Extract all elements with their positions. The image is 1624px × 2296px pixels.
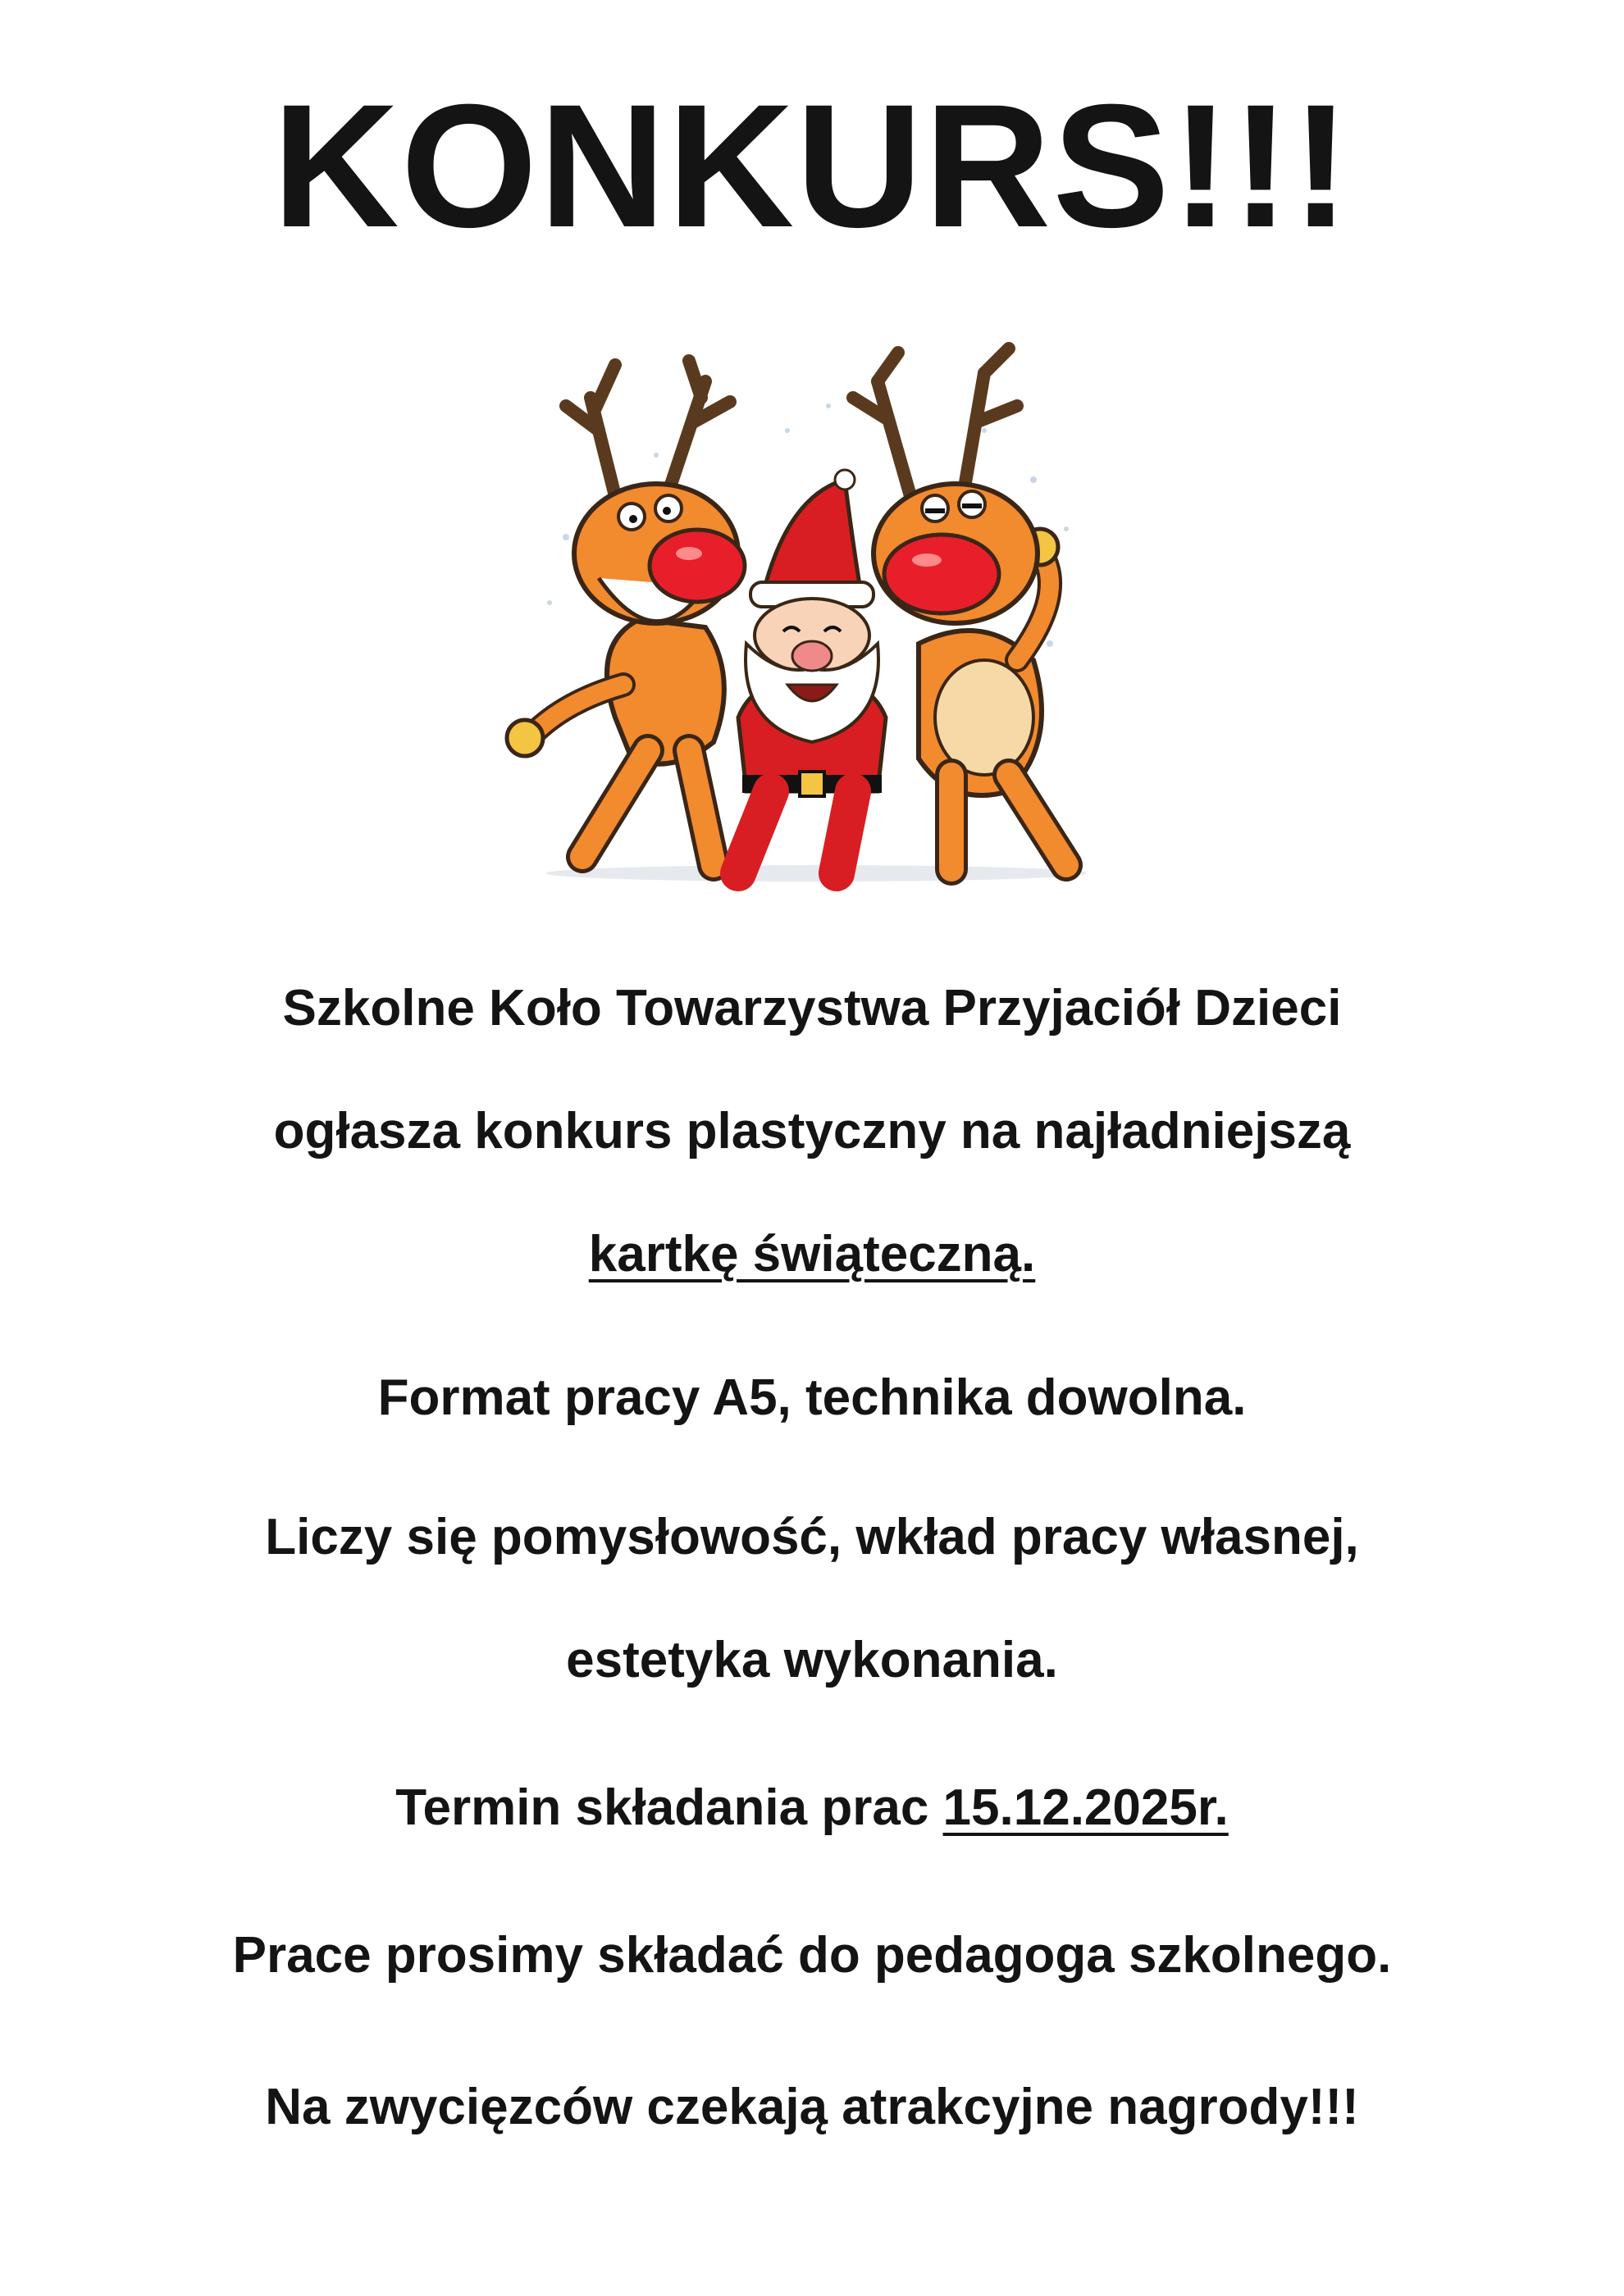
subject-line-wrapper: [0, 1222, 1624, 1287]
deadline-label: Termin składania prac: [395, 1779, 943, 1836]
contest-subject: kartkę świąteczną.: [588, 1226, 1036, 1282]
deadline-line: [0, 1775, 1624, 1841]
organizer-line: Szkolne Koło Towarzystwa Przyjaciół Dzieci: [282, 980, 1342, 1036]
poster-title: KONKURS!!!: [272, 68, 1352, 264]
santa-and-reindeer-illustration: [492, 332, 1140, 914]
left-reindeer: [507, 361, 745, 865]
criteria-line: Liczy się pomysłowość, wkład pracy własnej,: [265, 1509, 1359, 1565]
deadline-date: 15.12.2025r.: [942, 1779, 1229, 1836]
submission-line: Prace prosimy składać do pedagoga szkolnego.: [232, 1927, 1392, 1984]
right-reindeer: [853, 348, 1066, 869]
santa: [738, 470, 886, 873]
format-line: Format pracy A5, technika dowolna.: [377, 1369, 1247, 1426]
criteria-line-continued: estetyka wykonania.: [566, 1632, 1058, 1688]
prizes-line: Na zwycięzców czekają atrakcyjne nagrody!!!: [265, 2079, 1359, 2135]
announcement-line: ogłasza konkurs plastyczny na najładniejszą: [273, 1103, 1351, 1159]
